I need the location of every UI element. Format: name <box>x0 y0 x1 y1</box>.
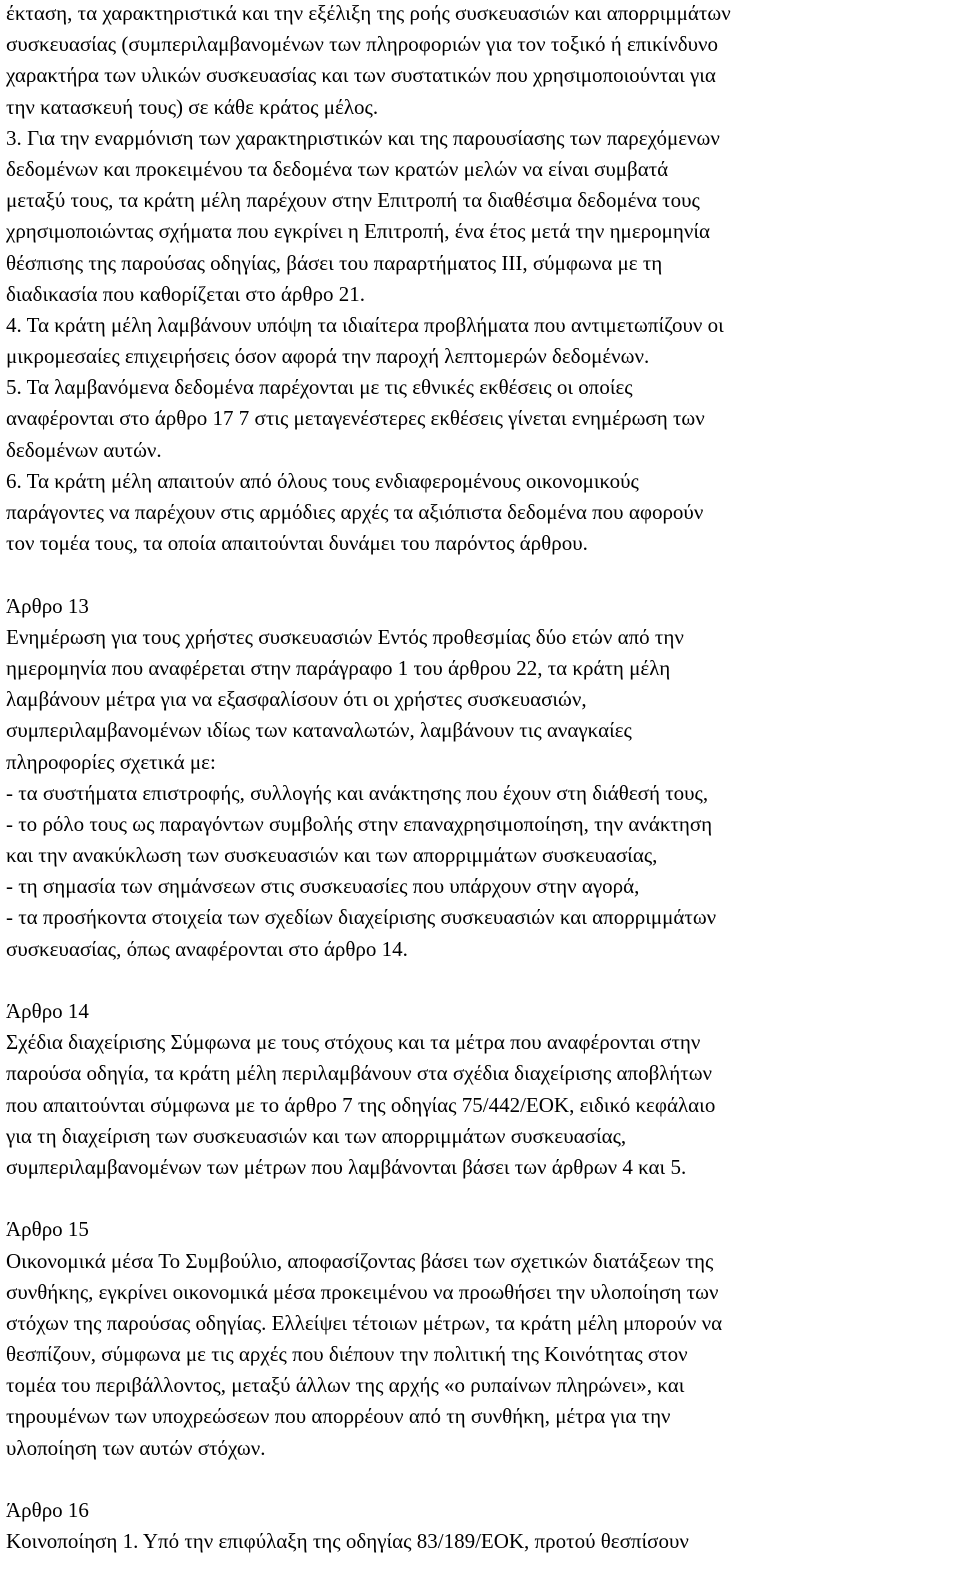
text-line: υλοποίηση των αυτών στόχων. <box>6 1435 266 1460</box>
text-line: 5. Τα λαμβανόμενα δεδομένα παρέχονται με τις εθνικές εκθέσεις οι οποίες <box>6 375 633 400</box>
text-line: για τη διαχείριση των συσκευασιών και των απορριμμάτων συσκευασίας, <box>6 1123 627 1148</box>
text-line: συνθήκης, εγκρίνει οικονομικά μέσα προκειμένου να προωθήσει την υλοποίηση των <box>6 1279 719 1304</box>
text-line: δεδομένων και προκειμένου τα δεδομένα των κρατών μελών να είναι συμβατά <box>6 156 669 181</box>
text-line: τομέα του περιβάλλοντος, μεταξύ άλλων της αρχής «ο ρυπαίνων πληρώνει», και <box>6 1373 685 1398</box>
text-line: Σχέδια διαχείρισης Σύμφωνα με τους στόχους και τα μέτρα που αναφέρονται στην <box>6 1030 701 1055</box>
text-line: χρησιμοποιώντας σχήματα που εγκρίνει η Επιτροπή, ένα έτος μετά την ημερομηνία <box>6 219 711 244</box>
article-heading: Άρθρο 14 <box>6 999 89 1023</box>
list-item: - τη σημασία των σημάνσεων στις συσκευασίες που υπάρχουν στην αγορά, <box>6 874 640 899</box>
text-line: μικρομεσαίες επιχειρήσεις όσον αφορά την παροχή λεπτομερών δεδομένων. <box>6 344 650 369</box>
text-line: στόχων της παρούσας οδηγίας. Ελλείψει τέτοιων μέτρων, τα κράτη μέλη μπορούν να <box>6 1310 723 1335</box>
paragraph-6 <box>6 466 951 560</box>
list-item: - το ρόλο τους ως παραγόντων συμβολής στην επαναχρησιμοποίηση, την ανάκτηση <box>6 811 713 836</box>
paragraph-5 <box>6 372 951 466</box>
text-line: χαρακτήρα των υλικών συσκευασίας και των συστατικών που χρησιμοποιούνται για <box>6 63 716 88</box>
blank-line <box>6 1183 951 1214</box>
paragraph-3 <box>6 123 951 310</box>
text-line: θέσπισης της παρούσας οδηγίας, βάσει του παραρτήματος ΙΙΙ, σύμφωνα με τη <box>6 250 663 275</box>
paragraph-4 <box>6 310 951 372</box>
text-line: συμπεριλαμβανομένων των μέτρων που λαμβάνονται βάσει των άρθρων 4 και 5. <box>6 1154 687 1179</box>
article-heading: Άρθρο 13 <box>6 593 89 618</box>
text-line: Οικονομικά μέσα Το Συμβούλιο, αποφασίζοντας βάσει των σχετικών διατάξεων της <box>6 1248 714 1273</box>
text-line: ημερομηνία που αναφέρεται στην παράγραφο 1 του άρθρου 22, τα κράτη μέλη <box>6 655 671 680</box>
list-item: - τα προσήκοντα στοιχεία των σχεδίων διαχείρισης συσκευασιών και απορριμμάτων <box>6 905 717 930</box>
text-line: και την ανακύκλωση των συσκευασιών και των απορριμμάτων συσκευασίας, <box>6 843 658 868</box>
text-line: την κατασκευή τους) σε κάθε κράτος μέλος. <box>6 94 379 119</box>
text-line: που απαιτούνται σύμφωνα με το άρθρο 7 της οδηγίας 75/442/ΕΟΚ, ειδικό κεφάλαιο <box>6 1092 716 1117</box>
text-line: 3. Για την εναρμόνιση των χαρακτηριστικών και της παρουσίασης των παρεχόμενων <box>6 125 720 150</box>
text-line: πληροφορίες σχετικά με: <box>6 749 216 774</box>
text-line: τηρουμένων των υποχρεώσεων που απορρέουν από τη συνθήκη, μέτρα για την <box>6 1404 671 1429</box>
blank-line <box>6 965 951 996</box>
intro-paragraph <box>6 0 951 123</box>
text-line: έκταση, τα χαρακτηριστικά και την εξέλιξη της ροής συσκευασιών και απορριμμάτων <box>6 1 731 25</box>
article-heading: Άρθρο 16 <box>6 1498 89 1522</box>
article-13 <box>6 591 951 965</box>
text-line: συσκευασίας, όπως αναφέρονται στο άρθρο 14. <box>6 936 408 961</box>
text-line: λαμβάνουν μέτρα για να εξασφαλίσουν ότι οι χρήστες συσκευασιών, <box>6 687 587 712</box>
text-line: 6. Τα κράτη μέλη απαιτούν από όλους τους ενδιαφερομένους οικονομικούς <box>6 468 639 493</box>
article-16 <box>6 1495 951 1557</box>
text-line: Κοινοποίηση 1. Υπό την επιφύλαξη της οδηγίας 83/189/ΕΟΚ, πρoτού θεσπίσουν <box>6 1529 689 1554</box>
text-line: θεσπίζουν, σύμφωνα με τις αρχές που διέπουν την πολιτική της Κοινότητας στον <box>6 1342 688 1367</box>
text-line: τον τομέα τους, τα οποία απαιτούνται δυνάμει του παρόντος άρθρου. <box>6 531 588 556</box>
article-15 <box>6 1214 951 1464</box>
text-line: 4. Τα κράτη μέλη λαμβάνουν υπόψη τα ιδιαίτερα προβλήματα που αντιμετωπίζουν οι <box>6 312 724 337</box>
text-line: μεταξύ τους, τα κράτη μέλη παρέχουν στην Επιτροπή τα διαθέσιμα δεδομένα τους <box>6 188 700 213</box>
text-line: δεδομένων αυτών. <box>6 437 162 462</box>
text-line: διαδικασία που καθορίζεται στο άρθρο 21. <box>6 281 365 306</box>
blank-line <box>6 559 951 590</box>
text-line: συσκευασίας (συμπεριλαμβανομένων των πληροφοριών για τον τοξικό ή επικίνδυνο <box>6 32 719 57</box>
blank-line <box>6 1464 951 1495</box>
text-line: παράγοντες να παρέχουν στις αρμόδιες αρχές τα αξιόπιστα δεδομένα που αφορούν <box>6 500 704 524</box>
text-line: Ενημέρωση για τους χρήστες συσκευασιών Εντός προθεσμίας δύο ετών από την <box>6 624 684 649</box>
text-line: παρούσα οδηγία, τα κράτη μέλη περιλαμβάνουν στα σχέδια διαχείρισης αποβλήτων <box>6 1061 713 1086</box>
text-line: αναφέρονται στο άρθρο 17 7 στις μεταγενέστερες εκθέσεις γίνεται ενημέρωση των <box>6 406 705 431</box>
article-14 <box>6 996 951 1183</box>
document-page <box>6 0 951 1557</box>
article-heading: Άρθρο 15 <box>6 1217 89 1242</box>
text-line: συμπεριλαμβανομένων ιδίως των καταναλωτών, λαμβάνουν τις αναγκαίες <box>6 718 632 743</box>
list-item: - τα συστήματα επιστροφής, συλλογής και ανάκτησης που έχουν στη διάθεσή τους, <box>6 780 709 805</box>
